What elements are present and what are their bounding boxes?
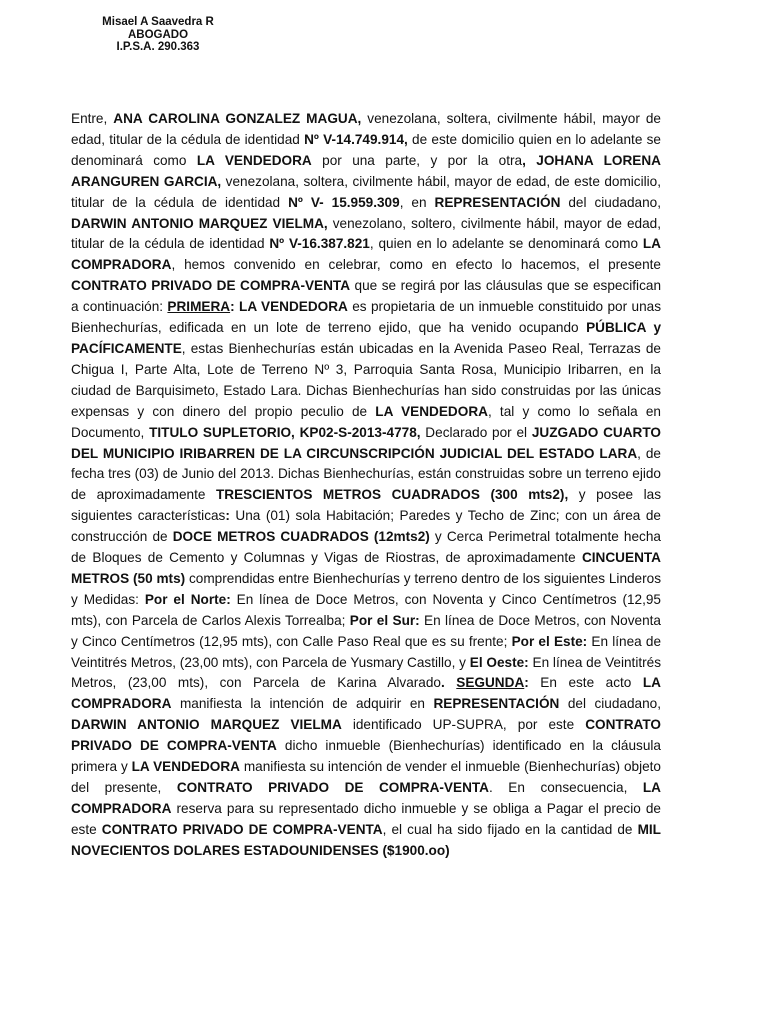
text-run: de este domicilio quien en lo adelante se denominará como xyxy=(71,131,661,168)
lawyer-name: Misael A Saavedra R xyxy=(102,16,214,28)
bold-text-run: DARWIN ANTONIO MARQUEZ VIELMA, xyxy=(71,215,328,231)
bold-text-run: CINCUENTA METROS (50 mts) xyxy=(71,550,661,586)
bold-text-run: REPRESENTACIÓN xyxy=(433,696,560,712)
text-run: En línea de Doce Metros, con Noventa y Cinco Centímetros (12,95 mts), con Calle Paso Real que es su frente; xyxy=(71,612,661,649)
text-run: Una (01) sola Habitación; Paredes y Techo de Zinc; con un área de construcción de xyxy=(71,508,661,545)
text-run: manifiesta su intención de vender el inmueble (Bienhechurías) objeto del presente, xyxy=(71,759,661,795)
bold-text-run: PRIMERA xyxy=(167,299,231,315)
text-run: , en xyxy=(399,194,435,210)
contract-paragraph xyxy=(71,109,661,862)
text-run: venezolana, soltera, civilmente hábil, mayor de edad, de este domicilio, titular de la cédula de identidad xyxy=(71,173,661,210)
text-run: En línea de Veintitrés Metros, (23,00 mts), con Parcela de Karina Alvarado xyxy=(71,654,662,691)
bold-text-run: ANA CAROLINA GONZALEZ MAGUA, xyxy=(113,111,362,126)
bold-text-run: MIL NOVECIENTOS DOLARES ESTADOUNIDENSES ($1900.oo) xyxy=(71,821,661,858)
bold-text-run: . xyxy=(440,675,457,691)
text-run: , hemos convenido en celebrar, como en efecto lo hacemos, el presente xyxy=(171,257,661,273)
text-run: En línea de Doce Metros, con Noventa y Cinco Centímetros (12,95 mts), con Parcela de Carlos Alexis Torrealba; xyxy=(71,591,661,628)
text-run: por una parte, y por la otra xyxy=(311,152,523,168)
text-run: En este acto xyxy=(528,675,643,691)
bold-text-run: LA COMPRADORA xyxy=(71,780,661,816)
bold-text-run: CONTRATO PRIVADO DE COMPRA-VENTA xyxy=(176,780,489,795)
text-run: , de fecha tres (03) de Junio del 2013. Dichas Bienhechurías, están construidas sobre un terreno ejido de aproximadamente xyxy=(71,445,661,503)
text-run: venezolano, soltero, civilmente hábil, mayor de edad, titular de la cédula de identidad xyxy=(71,215,661,252)
text-run: , estas Bienhechurías están ubicadas en la Avenida Paseo Real, Terrazas de Chigua I, Parte Alta, Lote de Terreno Nº 3, Parroquia Santa Rosa, Municipio Iribarren, en la ciudad de Barquisimeto, Estado Lara. Dichas Bienhechurías han sido construidas por las únicas expensas y con dinero del propio peculio de xyxy=(71,340,661,419)
bold-text-run: TITULO SUPLETORIO, KP02-S-2013-4778, xyxy=(149,424,421,440)
text-run: Entre, xyxy=(71,111,114,126)
text-run: y Cerca Perimetral totalmente hecha de Bloques de Cemento y Columnas y Vigas de Riostras, de aproximadamente xyxy=(71,529,661,566)
bold-text-run: Por el Este: xyxy=(511,633,588,649)
text-run: , quien en lo adelante se denominará como xyxy=(369,236,643,252)
bold-text-run: Nº V-16.387.821 xyxy=(269,236,370,252)
bold-text-run: LA VENDEDORA xyxy=(196,152,312,168)
bold-text-run: LA COMPRADORA xyxy=(71,236,661,273)
text-run: comprendidas entre Bienhechurías y terreno dentro de los siguientes Linderos y Medidas: xyxy=(71,570,662,607)
bold-text-run: LA VENDEDORA xyxy=(131,759,240,775)
bold-text-run: CONTRATO PRIVADO DE COMPRA-VENTA xyxy=(71,278,351,294)
bold-text-run: Nº V- 15.959.309 xyxy=(288,194,400,210)
bold-text-run: CONTRATO PRIVADO DE COMPRA-VENTA xyxy=(71,717,661,754)
bold-text-run: CONTRATO PRIVADO DE COMPRA-VENTA xyxy=(101,821,383,837)
bold-text-run: PÚBLICA y PACÍFICAMENTE xyxy=(71,320,662,356)
bold-text-run: JUZGADO CUARTO DEL MUNICIPIO IRIBARREN DE LA CIRCUNSCRIPCIÓN JUDICIAL DEL ESTADO LARA xyxy=(71,424,661,461)
bold-text-run: DOCE METROS CUADRADOS (12mts2) xyxy=(172,529,430,545)
text-run: del ciudadano, xyxy=(559,696,661,712)
bold-text-run: : xyxy=(225,508,230,524)
contract-body xyxy=(71,109,661,862)
text-run: del ciudadano, xyxy=(560,194,661,210)
bold-text-run: , JOHANA LORENA ARANGUREN GARCIA, xyxy=(71,152,661,189)
text-run: es propietaria de un inmueble constituido por unas Bienhechurías, edificada en un lote de terreno ejido, que ha venido ocupando xyxy=(71,299,661,336)
bold-text-run: REPRESENTACIÓN xyxy=(434,194,561,210)
text-run: reserva para su representado dicho inmueble y se obliga a Pagar el precio de este xyxy=(71,800,661,837)
ipsa-number: I.P.S.A. 290.363 xyxy=(116,41,200,53)
text-run: , tal y como lo señala en Documento, xyxy=(71,403,661,440)
bold-text-run: DARWIN ANTONIO MARQUEZ VIELMA xyxy=(71,717,342,733)
bold-text-run: Por el Sur: xyxy=(349,612,420,628)
text-run: manifiesta la intención de adquirir en xyxy=(171,696,434,712)
text-run: identificado UP-SUPRA, por este xyxy=(341,717,586,733)
text-run: y posee las siguientes características xyxy=(71,487,662,524)
bold-text-run: LA COMPRADORA xyxy=(71,675,661,712)
letterhead xyxy=(78,16,238,54)
text-run: En línea de Veintitrés Metros, (23,00 mts), con Parcela de Yusmary Castillo, y xyxy=(71,633,661,670)
text-run: , el cual ha sido fijado en la cantidad de xyxy=(382,821,638,837)
bold-text-run: : LA VENDEDORA xyxy=(230,299,348,315)
bold-text-run: Nº V-14.749.914, xyxy=(304,131,408,147)
text-run: dicho inmueble (Bienhechurías) identificado en la cláusula primera y xyxy=(71,738,661,775)
bold-text-run: LA VENDEDORA xyxy=(375,403,488,419)
bold-text-run: : xyxy=(524,675,529,691)
bold-text-run: El Oeste: xyxy=(469,654,529,670)
text-run: . En consecuencia, xyxy=(489,780,643,795)
bold-text-run: Por el Norte: xyxy=(144,591,231,607)
text-run: venezolana, soltera, civilmente hábil, mayor de edad, titular de la cédula de identidad xyxy=(71,111,661,147)
text-run: Declarado por el xyxy=(420,424,532,440)
bold-text-run: SEGUNDA xyxy=(456,675,525,691)
lawyer-title: ABOGADO xyxy=(127,28,189,41)
text-run: que se regirá por las cláusulas que se especifican a continuación: xyxy=(71,278,661,315)
bold-text-run: TRESCIENTOS METROS CUADRADOS (300 mts2), xyxy=(215,487,569,503)
